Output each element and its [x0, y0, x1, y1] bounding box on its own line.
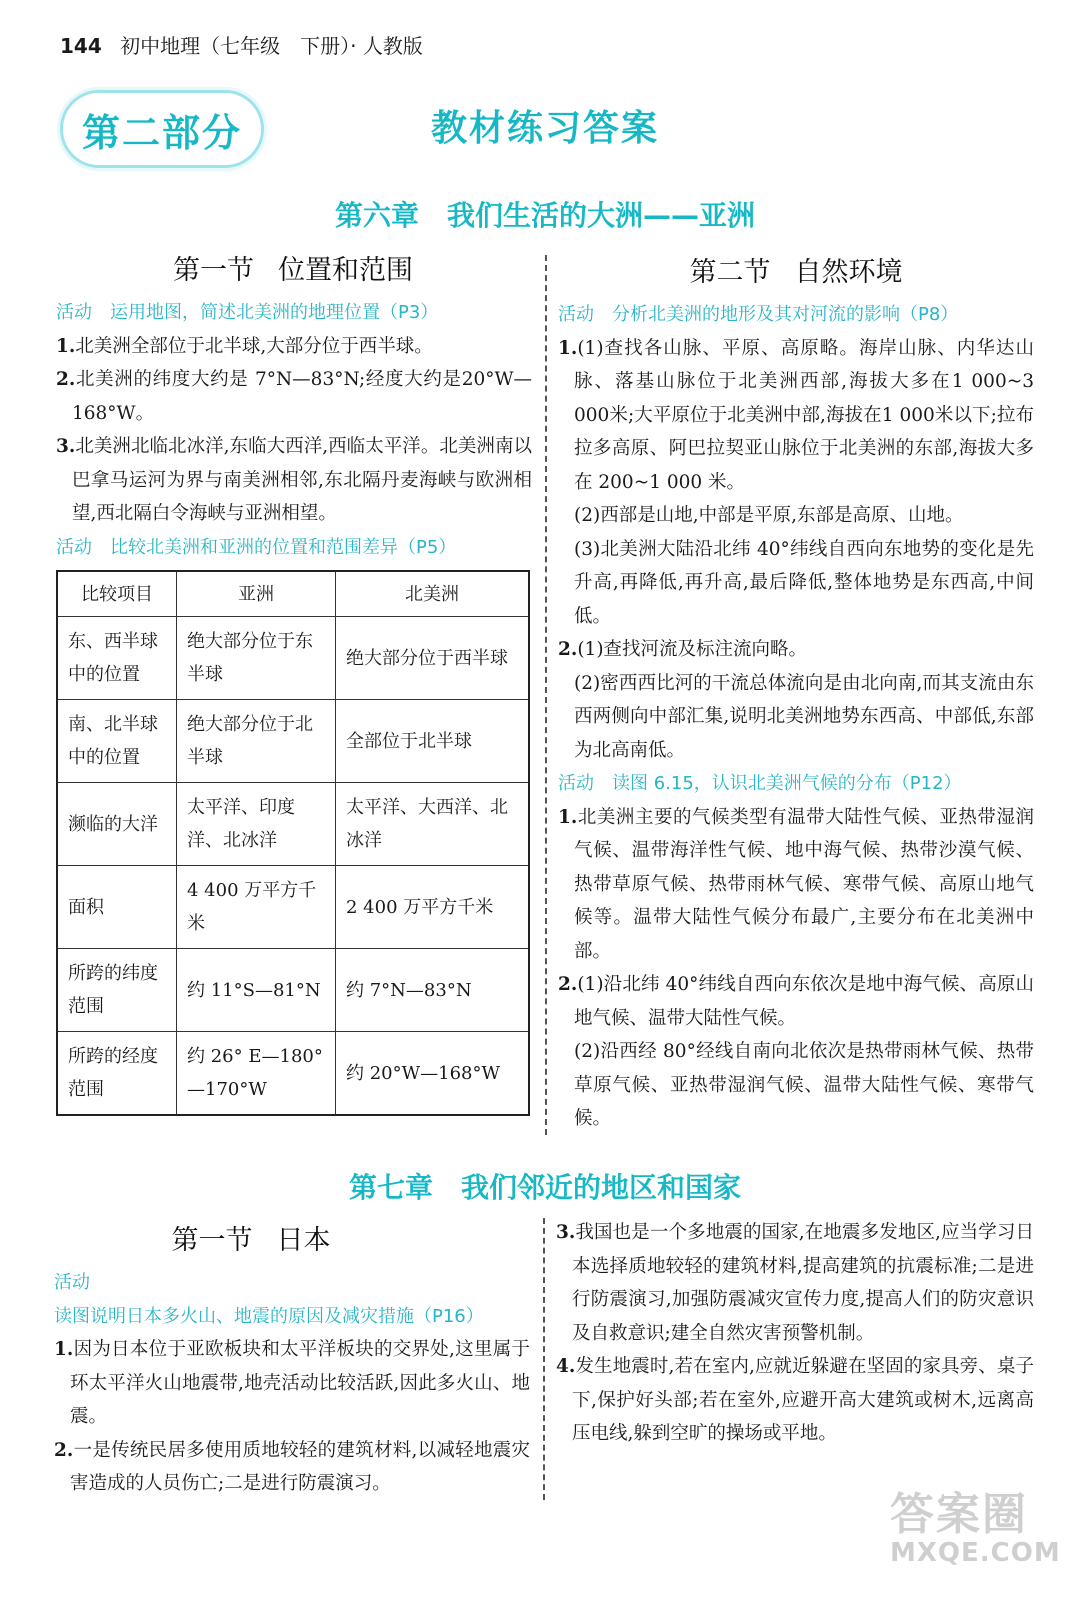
activity-text: 读图说明日本多火山、地震的原因及减灾措施（P16） [54, 1305, 484, 1327]
table-cell: 2 400 万平方千米 [336, 866, 530, 949]
watermark-logo [890, 1478, 1070, 1588]
chapter-number: 第六章 [334, 199, 419, 232]
activity-tag: 活动 [56, 536, 92, 558]
table-header-cell: 比较项目 [57, 571, 177, 617]
activity-tag: 活动 [558, 304, 594, 325]
table-cell: 4 400 万平方千米 [177, 866, 336, 949]
table-cell: 约 7°N—83°N [336, 949, 530, 1032]
section-name: 日本 [276, 1225, 331, 1256]
table-cell: 面积 [57, 866, 177, 949]
table-cell: 太平洋、大西洋、北冰洋 [336, 783, 530, 866]
section-number: 第一节 [171, 1225, 253, 1256]
watermark-text: 答案圈 [890, 1489, 1028, 1540]
chapter-7-title [0, 1166, 1090, 1206]
section-number: 第一节 [173, 255, 254, 286]
japan-right-content [556, 1216, 1034, 1451]
table-cell: 全部位于北半球 [336, 700, 530, 783]
comparison-table [56, 570, 530, 1116]
answer-item: 2.北美洲的纬度大约是 7°N—83°N;经度大约是20°W—168°W。 [56, 369, 532, 424]
table-cell: 约 11°S—81°N [177, 949, 336, 1032]
activity-tag: 活动 [54, 1272, 90, 1293]
table-cell: 太平洋、印度洋、北冰洋 [177, 783, 336, 866]
activity-heading [558, 767, 1034, 801]
answer-subitem: (2)密西西比河的干流总体流向是由北向南,而其支流由东西两侧向中部汇集,说明北美洲地势东西高、中部低,东部为北高南低。 [574, 672, 1034, 761]
activity-heading [54, 1266, 530, 1333]
japan-left-content [54, 1266, 530, 1501]
activity-text: 运用地图，简述北美洲的地理位置（P3） [110, 302, 439, 323]
section-name: 自然环境 [794, 257, 903, 288]
answer-item: 2.(1)查找河流及标注流向略。 [558, 639, 808, 660]
activity-heading [56, 531, 532, 565]
activity-text: 比较北美洲和亚洲的位置和范围差异（P5） [110, 536, 457, 558]
answer-item: 1.北美洲全部位于北半球,大部分位于西半球。 [56, 335, 433, 357]
table-cell: 南、北半球中的位置 [57, 700, 177, 783]
column-divider [543, 1218, 545, 1500]
answer-subitem: (3)北美洲大陆沿北纬 40°纬线自西向东地势的变化是先升高,再降低,再升高,最后降低,整体地势是东西高,中间低。 [574, 538, 1034, 627]
table-cell: 濒临的大洋 [57, 783, 177, 866]
table-cell: 绝大部分位于西半球 [336, 617, 530, 700]
activity-text: 分析北美洲的地形及其对河流的影响（P8） [612, 304, 959, 325]
answer-item: 1.因为日本位于亚欧板块和太平洋板块的交界处,这里属于环太平洋火山地震带,地壳活动比较活跃,因此多火山、地震。 [54, 1339, 530, 1427]
part-title: 教材练习答案 [430, 108, 659, 149]
answer-item: 2.一是传统民居多使用质地较轻的建筑材料,以减轻地震灾害造成的人员伤亡;二是进行防震演习。 [54, 1439, 530, 1494]
section-title-nature [558, 250, 1034, 289]
table-cell: 约 20°W—168°W [336, 1032, 530, 1116]
chapter-name: 我们生活的大洲——亚洲 [447, 199, 756, 232]
table-row [57, 783, 529, 866]
activity-heading [558, 298, 1034, 332]
part-badge: 第二部分 [60, 90, 264, 168]
answer-item: 3.北美洲北临北冰洋,东临大西洋,西临太平洋。北美洲南以巴拿马运河为界与南美洲相邻,东北隔丹麦海峡与欧洲相望,西北隔白令海峡与亚洲相望。 [56, 436, 532, 524]
table-cell: 东、西半球中的位置 [57, 617, 177, 700]
table-header-cell: 北美洲 [336, 571, 530, 617]
answer-subitem: (2)沿西经 80°经线自南向北依次是热带雨林气候、热带草原气候、亚热带湿润气候、温带大陆性气候、寒带气候。 [574, 1041, 1034, 1129]
activity-text: 读图 6.15，认识北美洲气候的分布（P12） [612, 773, 962, 794]
answer-item: 3.我国也是一个多地震的国家,在地震多发地区,应当学习日本选择质地较轻的建筑材料,提高建筑的抗震标准;二是进行防震演习,加强防震减灾宣传力度,提高人们的防灾意识及自救意识;建全自然灾害预警机制。 [556, 1222, 1034, 1344]
activity-tag: 活动 [56, 302, 92, 323]
activity-heading [56, 296, 532, 330]
table-row [57, 617, 529, 700]
page-number: 144 [60, 34, 102, 58]
table-row [57, 866, 529, 949]
section-name: 位置和范围 [278, 255, 413, 286]
answer-item: 1.北美洲主要的气候类型有温带大陆性气候、亚热带湿润气候、温带海洋性气候、地中海气候、热带沙漠气候、热带草原气候、热带雨林气候、寒带气候、高原山地气候等。温带大陆性气候分布最广,主要分布在北美洲中部。 [558, 806, 1034, 962]
section-number: 第二节 [689, 257, 771, 288]
table-cell: 约 26° E—180°—170°W [177, 1032, 336, 1116]
watermark-url: MXQE.COM [890, 1538, 1061, 1568]
section-title-japan [56, 1218, 446, 1257]
table-cell: 所跨的纬度范围 [57, 949, 177, 1032]
table-header-cell: 亚洲 [177, 571, 336, 617]
book-title: 初中地理（七年级 下册）· 人教版 [120, 34, 423, 58]
answer-item: 2.(1)沿北纬 40°纬线自西向东依次是地中海气候、高原山地气候、温带大陆性气候。 [558, 974, 1034, 1029]
page-header [60, 30, 423, 59]
answer-item: 1.(1)查找各山脉、平原、高原略。海岸山脉、内华达山脉、落基山脉位于北美洲西部,海拔大多在1 000~3 000米;大平原位于北美洲中部,海拔在1 000米以下;拉布拉多高原、阿巴拉契亚山脉位于北美洲的东部,海拔大多在 200~1 000 米。 [558, 337, 1034, 493]
chapter-name: 我们邻近的地区和国家 [461, 1171, 742, 1204]
chapter-6-title [0, 194, 1090, 234]
table-cell: 绝大部分位于东半球 [177, 617, 336, 700]
table-header-row [57, 571, 529, 617]
section-1-content [56, 296, 532, 564]
answer-item: 4.发生地震时,若在室内,应就近躲避在坚固的家具旁、桌子下,保护好头部;若在室外,应避开高大建筑或树木,远离高压电线,躲到空旷的操场或平地。 [556, 1356, 1034, 1444]
section-title-location [56, 248, 530, 287]
table-row [57, 949, 529, 1032]
chapter-number: 第七章 [348, 1171, 433, 1204]
table-cell: 绝大部分位于北半球 [177, 700, 336, 783]
activity-tag: 活动 [558, 773, 594, 794]
column-divider [545, 255, 547, 1135]
table-row [57, 1032, 529, 1116]
table-cell: 所跨的经度范围 [57, 1032, 177, 1116]
section-2-content [558, 298, 1034, 1136]
table-row [57, 700, 529, 783]
answer-subitem: (2)西部是山地,中部是平原,东部是高原、山地。 [574, 505, 964, 526]
